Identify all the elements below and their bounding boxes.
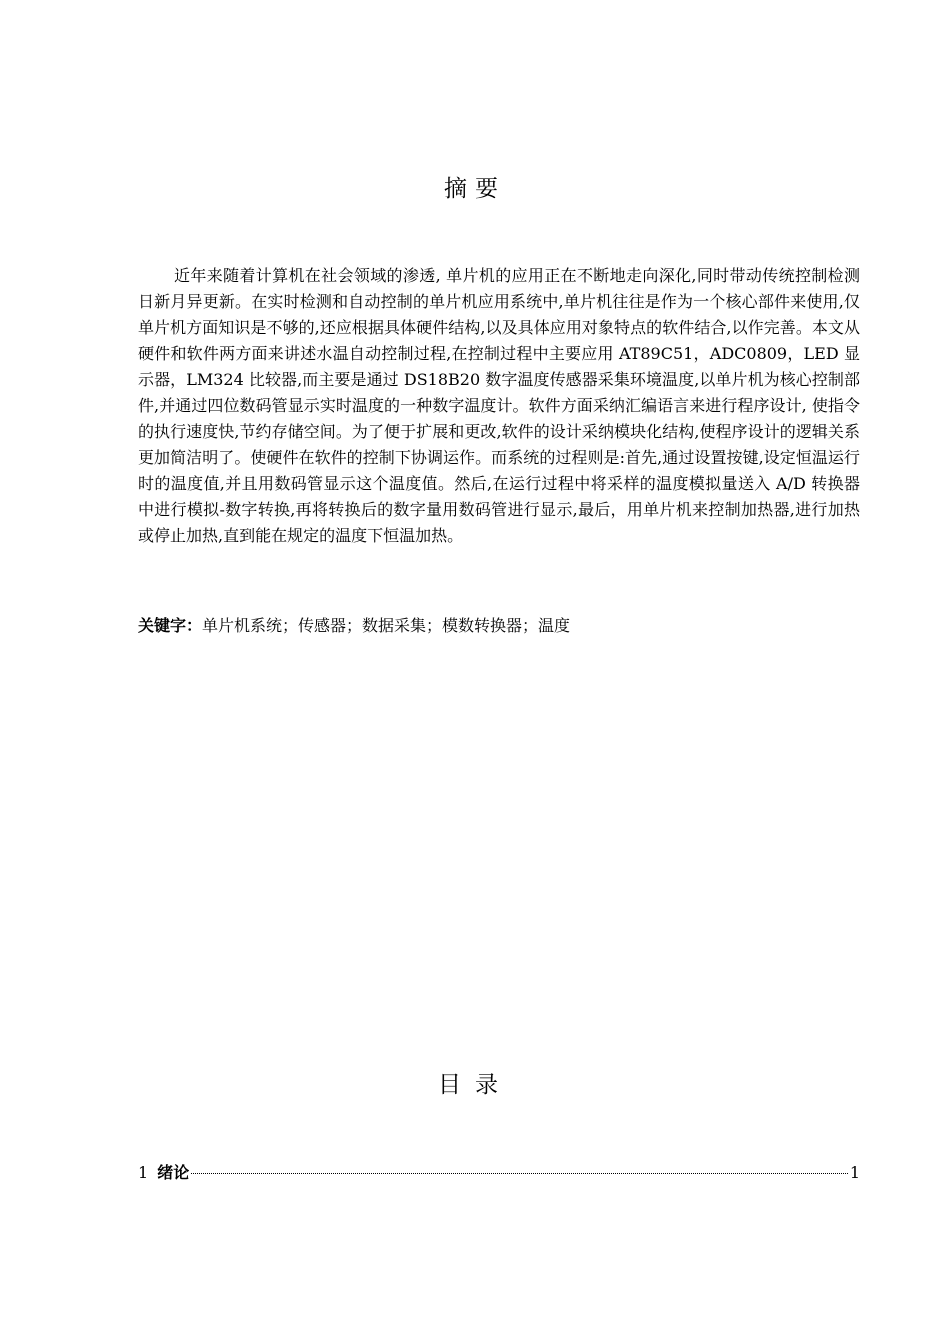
toc-title: 目录	[438, 1072, 512, 1098]
abstract-body: 近年来随着计算机在社会领域的渗透, 单片机的应用正在不断地走向深化,同时带动传统控制检测日新月异更新。在实时检测和自动控制的单片机应用系统中,单片机往往是作为一个核心部件来使用,仅单片机方面知识是不够的,还应根据具体硬件结构,以及具体应用对象特点的软件结合,以作完善。本文从硬件和软件两方面来讲述水温自动控制过程,在控制过程中主要应用 AT89C51，ADC0809，LED 显示器，LM324 比较器,而主要是通过 DS18B20 数字温度传感器采集环境温度,以单片机为核心控制部件,并通过四位数码管显示实时温度的一种数字温度计。软件方面采纳汇编语言来进行程序设计, 使指令的执行速度快,节约存储空间。为了便于扩展和更改,软件的设计采纳模块化结构,使程序设计的逻辑关系更加简洁明了。使硬件在软件的控制下协调运作。而系统的过程则是:首先,通过设置按键,设定恒温运行时的温度值,并且用数码管显示这个温度值。然后,在运行过程中将采样的温度模拟量送入 A/D 转换器中进行模拟-数字转换,再将转换后的数字量用数码管进行显示,最后，用单片机来控制加热器,进行加热或停止加热,直到能在规定的温度下恒温加热。	[138, 266, 860, 545]
toc-dot-leader	[191, 1173, 848, 1174]
abstract-title: 摘要	[444, 176, 506, 202]
toc-entry-number: 1	[138, 1163, 149, 1182]
keywords-label: 关键字：	[138, 616, 203, 635]
toc-entry-label: 绪论	[157, 1163, 190, 1182]
keywords-line	[138, 613, 860, 639]
toc-entry[interactable]	[138, 1160, 860, 1186]
toc-entry-page: 1	[849, 1163, 860, 1182]
keywords-text: 单片机系统；传感器；数据采集；模数转换器；温度	[202, 616, 571, 635]
